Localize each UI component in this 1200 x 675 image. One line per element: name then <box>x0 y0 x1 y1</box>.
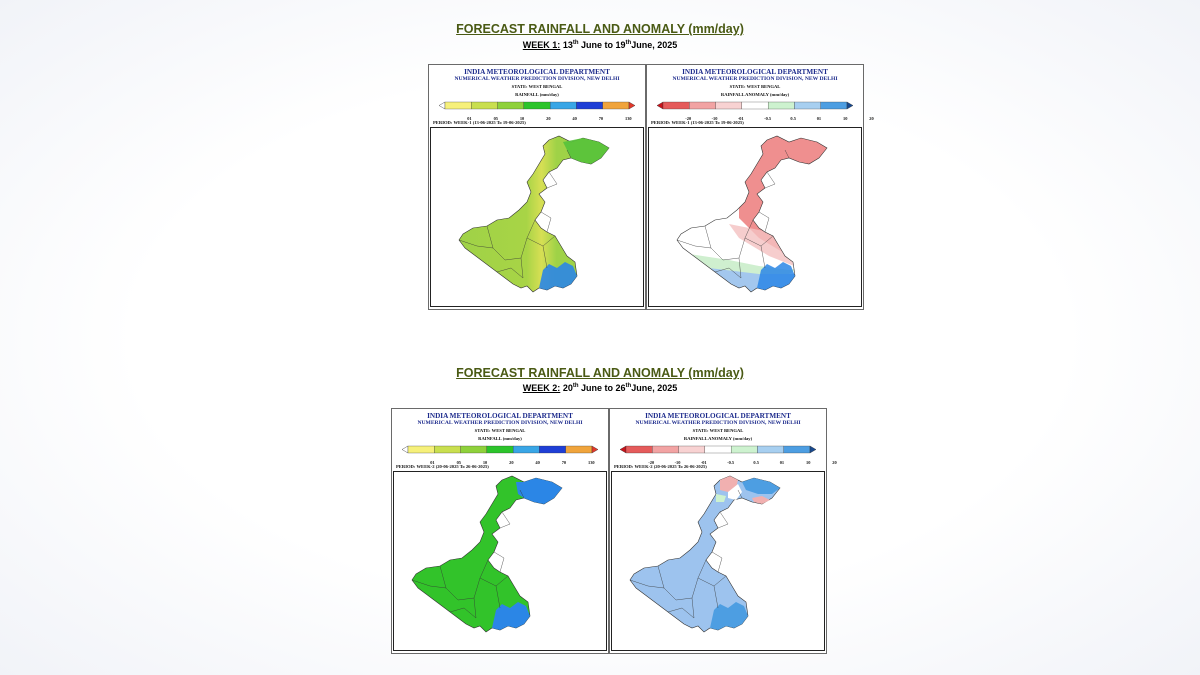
colorbar-segment <box>487 446 513 453</box>
colorbar-arrow-right <box>810 446 816 453</box>
state-name: STATE: WEST BENGAL <box>729 84 781 89</box>
panel-header <box>392 409 608 471</box>
colorbar-tick-label: 20 <box>869 116 874 121</box>
panel-header <box>610 409 837 471</box>
colorbar-tick-label: 0.5 <box>753 460 759 465</box>
colorbar-segment <box>539 446 565 453</box>
org-name: INDIA METEOROLOGICAL DEPARTMENT <box>427 412 573 420</box>
period-label: PERIOD: WEEK-1 (13-06-2025 To 19-06-2025) <box>651 120 744 125</box>
colorbar-tick-label: 70 <box>561 460 567 465</box>
colorbar-tick-label: -01 <box>700 460 707 465</box>
colorbar-tick-label: 20 <box>509 460 514 465</box>
colorbar-tick-label: 05 <box>456 460 461 465</box>
colorbar-tick-label: 01 <box>816 116 822 121</box>
legend-title: RAINFALL (mm/day) <box>515 92 559 97</box>
colorbar-tick-label: 40 <box>535 460 540 465</box>
colorbar-tick-label: 40 <box>572 116 577 121</box>
colorbar-segment <box>679 446 705 453</box>
legend-title: RAINFALL (mm/day) <box>478 436 522 441</box>
division-name: NUMERICAL WEATHER PREDICTION DIVISION, NEW DELHI <box>635 420 801 426</box>
colorbar-tick-label: -01 <box>737 116 744 121</box>
week-2-rainfall-panel <box>391 408 609 654</box>
colorbar-segment <box>408 446 434 453</box>
division-name: NUMERICAL WEATHER PREDICTION DIVISION, NEW DELHI <box>454 76 620 82</box>
week-1-subtitle: WEEK 1: 13th June to 19thJune, 2025 <box>522 40 678 50</box>
colorbar-segment <box>434 446 460 453</box>
colorbar-tick-label: 05 <box>493 116 498 121</box>
org-name: INDIA METEOROLOGICAL DEPARTMENT <box>645 412 791 420</box>
division-name: NUMERICAL WEATHER PREDICTION DIVISION, NEW DELHI <box>672 76 838 82</box>
colorbar-segment <box>513 446 539 453</box>
colorbar-segment <box>705 446 731 453</box>
colorbar-segment <box>461 446 487 453</box>
period-label: PERIOD: WEEK-2 (20-06-2025 To 26-06-2025) <box>396 464 489 469</box>
colorbar-tick-label: -20 <box>648 460 655 465</box>
division-name: NUMERICAL WEATHER PREDICTION DIVISION, NEW DELHI <box>417 420 583 426</box>
colorbar-tick-label: 10 <box>519 116 525 121</box>
colorbar-arrow-right <box>592 446 598 453</box>
legend-title: RAINFALL ANOMALY (mm/day) <box>683 436 753 441</box>
colorbar-segment <box>731 446 757 453</box>
colorbar-tick-label: -10 <box>674 460 681 465</box>
colorbar-tick-label: -0.5 <box>764 116 772 121</box>
anomaly-colorbar <box>610 443 826 459</box>
colorbar-tick-label: -0.5 <box>727 460 735 465</box>
colorbar-tick-label: 20 <box>832 460 837 465</box>
colorbar-tick-label: 01 <box>779 460 785 465</box>
week-2-title: FORECAST RAINFALL AND ANOMALY (mm/day) <box>456 366 744 380</box>
state-name: STATE: WEST BENGAL <box>692 428 744 433</box>
colorbar-tick-label: 01 <box>430 460 435 465</box>
org-name: INDIA METEOROLOGICAL DEPARTMENT <box>682 68 828 76</box>
colorbar-tick-label: 0.5 <box>790 116 796 121</box>
week-2-rainfall-map <box>393 471 607 651</box>
week-1-title: FORECAST RAINFALL AND ANOMALY (mm/day) <box>456 22 744 36</box>
week-2-anomaly-panel <box>609 408 837 654</box>
colorbar-tick-label: 130 <box>588 460 595 465</box>
org-name: INDIA METEOROLOGICAL DEPARTMENT <box>464 68 610 76</box>
colorbar-segment <box>784 446 810 453</box>
colorbar-tick-label: 130 <box>625 116 632 121</box>
week-2-subtitle: WEEK 2: 20th June to 26thJune, 2025 <box>522 383 678 393</box>
colorbar-tick-label: 10 <box>806 460 811 465</box>
state-name: STATE: WEST BENGAL <box>474 428 526 433</box>
state-name: STATE: WEST BENGAL <box>511 84 563 89</box>
period-label: PERIOD: WEEK-1 (13-06-2025 To 19-06-2025) <box>433 120 526 125</box>
week-2-anomaly-map <box>611 471 825 651</box>
colorbar-tick-label: 01 <box>467 116 472 121</box>
period-label: PERIOD: WEEK-2 (20-06-2025 To 26-06-2025) <box>614 464 707 469</box>
colorbar-tick-label: -20 <box>685 116 692 121</box>
colorbar-segment <box>626 446 652 453</box>
colorbar-arrow-left <box>402 446 408 453</box>
colorbar-tick-label: 20 <box>546 116 551 121</box>
colorbar-tick-label: -10 <box>711 116 718 121</box>
colorbar-tick-label: 10 <box>482 460 488 465</box>
colorbar-segment <box>757 446 783 453</box>
colorbar-segment <box>566 446 592 453</box>
colorbar-tick-label: 10 <box>843 116 848 121</box>
colorbar-segment <box>652 446 678 453</box>
colorbar-tick-label: 70 <box>598 116 604 121</box>
colorbar-arrow-left <box>620 446 626 453</box>
legend-title: RAINFALL ANOMALY (mm/day) <box>720 92 790 97</box>
rainfall-colorbar <box>392 443 608 459</box>
